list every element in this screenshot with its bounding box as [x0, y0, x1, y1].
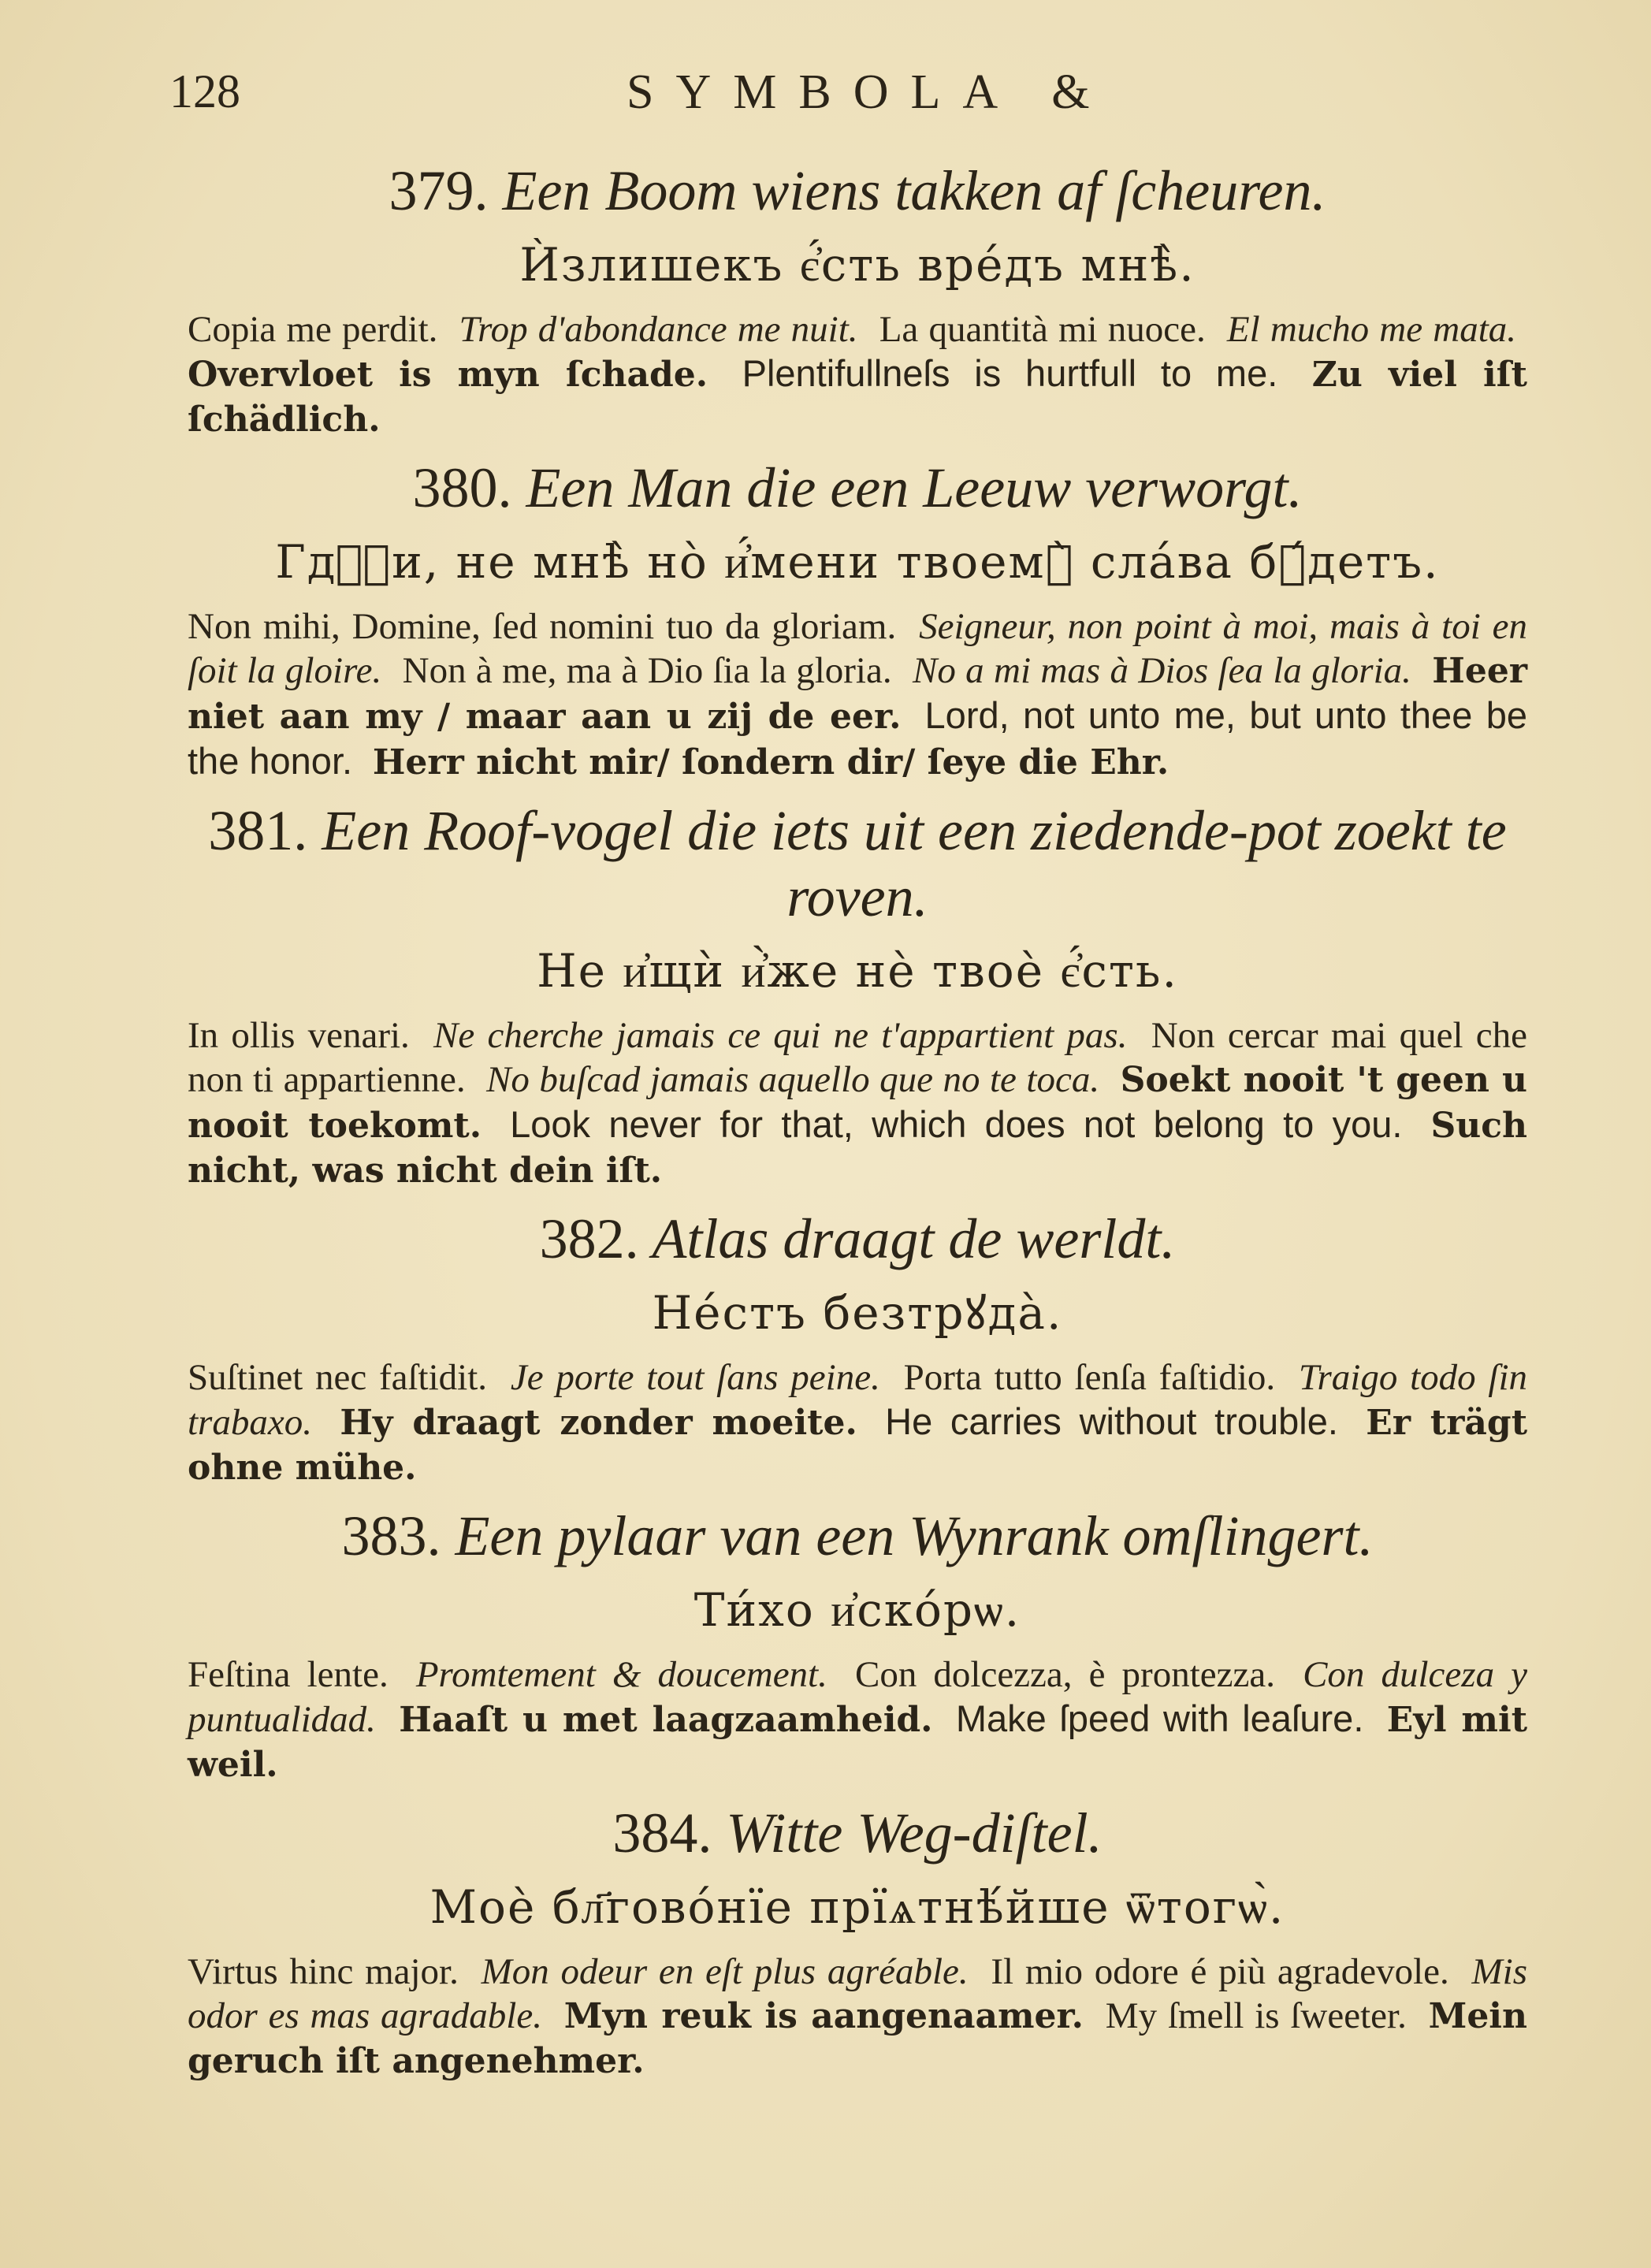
translations-paragraph [188, 1653, 1527, 1787]
slavonic-motto: Не и҆щѝ и҆̀же нѐ твоѐ є҆́сть. [537, 944, 1178, 998]
translations-paragraph [188, 604, 1527, 785]
page-number: 128 [169, 65, 240, 117]
entry-heading [188, 455, 1527, 521]
entry-title: Een Roof-vogel die iets uit een ziedende-pot zoekt te roven. [322, 799, 1507, 928]
translation-text: Overvloet is myn ſchade. [188, 355, 708, 395]
entry-heading [188, 1800, 1527, 1866]
translation-text: Herr nicht mir/ ſondern dir/ ſeye die Ehr. [372, 742, 1169, 783]
translation-text: Feſtina lente. [188, 1654, 389, 1695]
entry-number: 381. [208, 799, 308, 862]
translation-text: Hy draagt zonder moeite. [340, 1403, 857, 1443]
translations-paragraph [188, 1950, 1527, 2084]
emblem-entry [188, 1206, 1527, 1490]
translations-paragraph [188, 307, 1527, 442]
translation-text: Trop d'abondance me nuit. [459, 309, 858, 350]
slavonic-motto: Не́стъ безтрꙋда̀. [652, 1286, 1063, 1340]
slavonic-motto: Ти́хо и҆ско́рѡ. [693, 1583, 1021, 1637]
translation-text: Mein geruch iſt angenehmer. [188, 1996, 1528, 2081]
translation-text: He carries without trouble. [885, 1400, 1338, 1442]
translations-paragraph [188, 1013, 1527, 1193]
translation-text: La quantità mi nuoce. [879, 309, 1206, 350]
translation-text: Such nicht, was nicht dein iſt. [188, 1106, 1528, 1191]
emblem-entry [188, 1503, 1527, 1787]
translation-text: No buſcad jamais aquello que no te toca. [486, 1059, 1100, 1100]
translation-text: Plentifullneſs is hurtfull to me. [742, 352, 1278, 394]
translation-text: Ne cherche jamais ce qui ne t'appartient pas. [433, 1015, 1128, 1056]
translation-text: Haaſt u met laagzaamheid. [399, 1700, 933, 1740]
entry-number: 384. [612, 1801, 712, 1865]
slavonic-motto: Моѐ бл҃гово́нїе прїѧтнѣ́йше ѿтогѡ̀. [429, 1880, 1285, 1934]
emblem-entry [188, 798, 1527, 1193]
translation-text: Look never for that, which does not belong to you. [510, 1103, 1403, 1145]
entry-title: Atlas draagt de werldt. [652, 1207, 1176, 1270]
entry-heading [188, 158, 1527, 224]
translation-text: Seigneur, non point à moi, mais à toi en ſoit la gloire. [188, 606, 1528, 691]
translation-text: Make ſpeed with leaſure. [955, 1697, 1364, 1739]
translations-paragraph [188, 1355, 1527, 1490]
translation-text: Suſtinet nec faſtidit. [188, 1357, 488, 1398]
translation-text: My ſmell is ſweeter. [1105, 1995, 1407, 2036]
entry-heading [188, 798, 1527, 930]
running-head [169, 65, 1493, 128]
translation-text: Mis odor es mas agradable. [188, 1951, 1528, 2036]
translation-text: Lord, not unto me, but unto thee be the honor. [188, 694, 1527, 782]
translation-text: Traigo todo ſin trabaxo. [188, 1357, 1528, 1443]
running-title: SYMBOLA & [627, 65, 1112, 119]
entry-heading [188, 1206, 1527, 1272]
translation-text: No a mi mas à Dios ſea la gloria. [912, 650, 1411, 691]
translation-text: Con dulceza y puntualidad. [188, 1654, 1528, 1740]
translation-text: Myn reuk is aangenaamer. [563, 1996, 1084, 2036]
translation-text: Non à me, ma à Dio ſia la gloria. [402, 650, 892, 691]
translation-text: Eyl mit weil. [188, 1700, 1528, 1785]
entry-heading [188, 1503, 1527, 1569]
translation-text: Zu viel iſt ſchädlich. [188, 355, 1527, 440]
translation-text: Non cercar mai quel che non ti appartienne. [188, 1015, 1527, 1100]
translation-text: Porta tutto ſenſa faſtidio. [903, 1357, 1276, 1398]
entry-title: Een pylaar van een Wynrank omſlingert. [455, 1504, 1374, 1567]
translation-text: Non mihi, Domine, ſed nomini tuo da gloriam. [188, 606, 897, 647]
entry-number: 382. [539, 1207, 639, 1270]
entry-number: 380. [412, 456, 512, 519]
translation-text: Heer niet aan my / maar aan u zij de eer. [188, 651, 1528, 737]
slavonic-motto: Ѝзлишекъ є҆́сть вре́дъ мнѣ̀. [519, 238, 1195, 292]
translation-text: Er trägt ohne mühe. [188, 1403, 1528, 1488]
translation-text: Je porte tout ſans peine. [510, 1357, 880, 1398]
translation-text: Con dolcezza, è prontezza. [854, 1654, 1275, 1695]
emblem-entry [188, 455, 1527, 785]
emblem-entry [188, 158, 1527, 442]
translation-text: El mucho me mata. [1226, 309, 1516, 350]
translation-text: Promtement & doucement. [415, 1654, 827, 1695]
translation-text: In ollis venari. [188, 1015, 410, 1056]
translation-text: Soekt nooit 't geen u nooit toekomt. [188, 1060, 1528, 1146]
entry-number: 379. [389, 159, 489, 222]
slavonic-motto: Гдⷭ҇и, не мнѣ̀ но̀ и҆́мени твоемꙋ̀ сла́ва бꙋ́детъ. [275, 535, 1440, 589]
translation-text: Mon odeur en eſt plus agréable. [481, 1951, 969, 1992]
entries-list [188, 158, 1527, 2096]
entry-number: 383. [341, 1504, 441, 1567]
translation-text: Copia me perdit. [188, 309, 438, 350]
entry-title: Een Man die een Leeuw verworgt. [526, 456, 1303, 519]
entry-title: Witte Weg-diſtel. [726, 1801, 1103, 1865]
translation-text: Virtus hinc major. [188, 1951, 459, 1992]
entry-title: Een Boom wiens takken af ſcheuren. [502, 159, 1326, 222]
emblem-entry [188, 1800, 1527, 2084]
translation-text: Il mio odore é più agradevole. [991, 1951, 1449, 1992]
